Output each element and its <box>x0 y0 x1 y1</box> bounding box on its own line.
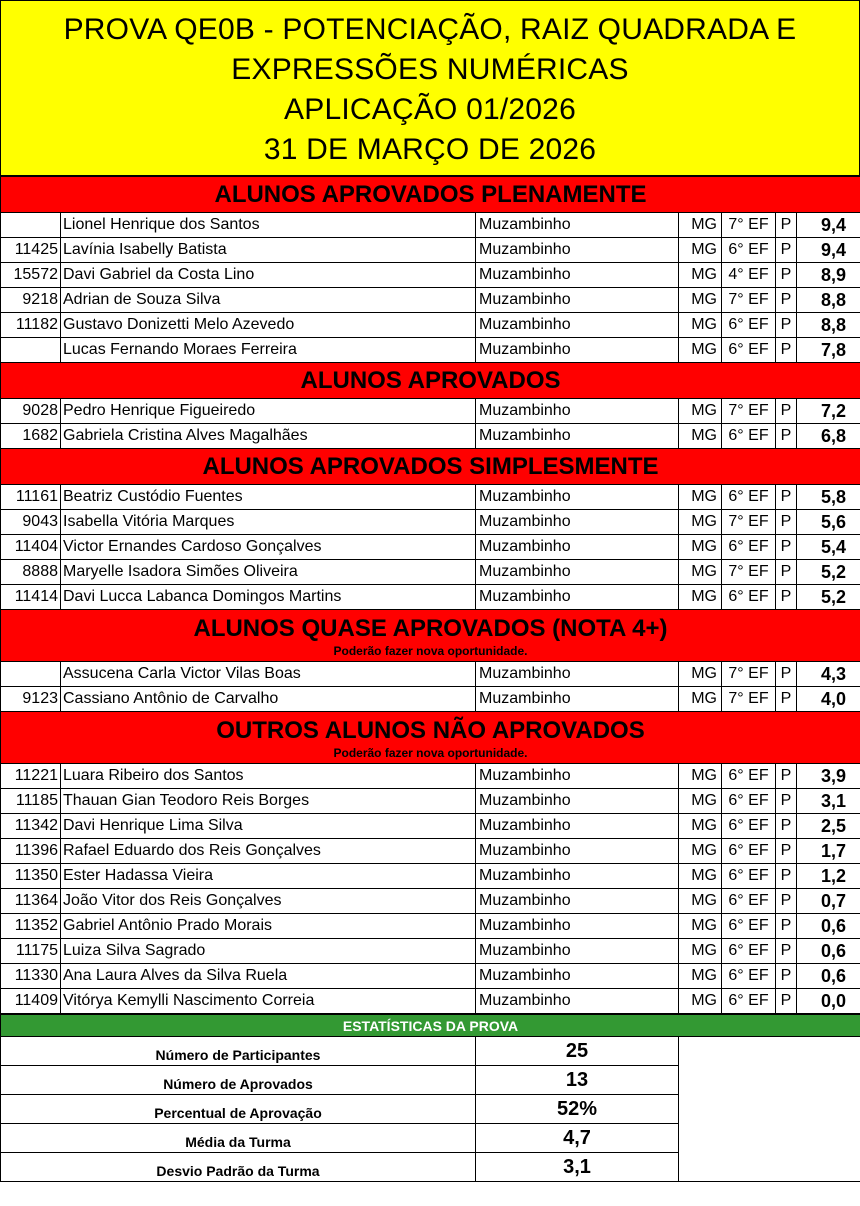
grade-level-cell: 6° EF <box>722 864 776 889</box>
student-id-cell: 11175 <box>1 939 61 964</box>
student-name-cell: Lavínia Isabelly Batista <box>61 238 476 263</box>
student-name-cell: Cassiano Antônio de Carvalho <box>61 687 476 712</box>
state-cell: MG <box>679 864 722 889</box>
grade-level-cell: 6° EF <box>722 238 776 263</box>
stat-label: Percentual de Aprovação <box>1 1095 476 1124</box>
score-cell: 3,1 <box>797 789 860 814</box>
stats-empty-cell <box>679 1037 860 1182</box>
student-name-cell: Davi Henrique Lima Silva <box>61 814 476 839</box>
city-cell: Muzambinho <box>476 399 679 424</box>
student-name-cell: Lucas Fernando Moraes Ferreira <box>61 338 476 363</box>
table-row <box>1 839 860 864</box>
score-cell: 4,3 <box>797 662 860 687</box>
state-cell: MG <box>679 914 722 939</box>
student-name-cell: Gabriela Cristina Alves Magalhães <box>61 424 476 449</box>
score-cell: 5,4 <box>797 535 860 560</box>
section-title: OUTROS ALUNOS NÃO APROVADOS <box>216 716 645 744</box>
student-name-cell: Adrian de Souza Silva <box>61 288 476 313</box>
city-cell: Muzambinho <box>476 424 679 449</box>
city-cell: Muzambinho <box>476 939 679 964</box>
student-id-cell: 11221 <box>1 764 61 789</box>
city-cell: Muzambinho <box>476 839 679 864</box>
student-id-cell: 11342 <box>1 814 61 839</box>
mode-cell: P <box>776 864 797 889</box>
city-cell: Muzambinho <box>476 510 679 535</box>
section-title: ALUNOS APROVADOS <box>300 366 561 394</box>
section-header <box>1 363 860 399</box>
state-cell: MG <box>679 485 722 510</box>
mode-cell: P <box>776 839 797 864</box>
exam-date: 31 DE MARÇO DE 2026 <box>263 133 597 166</box>
results-table <box>0 176 860 1014</box>
section-title: ALUNOS APROVADOS SIMPLESMENTE <box>202 452 659 480</box>
state-cell: MG <box>679 313 722 338</box>
student-id-cell <box>1 213 61 238</box>
student-id-cell: 11404 <box>1 535 61 560</box>
table-row <box>1 238 860 263</box>
city-cell: Muzambinho <box>476 989 679 1014</box>
score-cell: 9,4 <box>797 238 860 263</box>
mode-cell: P <box>776 585 797 610</box>
student-id-cell: 11409 <box>1 989 61 1014</box>
stat-label: Número de Aprovados <box>1 1066 476 1095</box>
mode-cell: P <box>776 889 797 914</box>
grade-level-cell: 6° EF <box>722 964 776 989</box>
mode-cell: P <box>776 814 797 839</box>
stat-value: 4,7 <box>476 1124 679 1153</box>
grade-level-cell: 6° EF <box>722 485 776 510</box>
state-cell: MG <box>679 662 722 687</box>
city-cell: Muzambinho <box>476 263 679 288</box>
score-cell: 5,8 <box>797 485 860 510</box>
city-cell: Muzambinho <box>476 238 679 263</box>
state-cell: MG <box>679 510 722 535</box>
table-row <box>1 662 860 687</box>
score-cell: 1,2 <box>797 864 860 889</box>
grade-level-cell: 6° EF <box>722 839 776 864</box>
table-row <box>1 789 860 814</box>
city-cell: Muzambinho <box>476 560 679 585</box>
student-id-cell: 11182 <box>1 313 61 338</box>
city-cell: Muzambinho <box>476 889 679 914</box>
grade-level-cell: 6° EF <box>722 764 776 789</box>
city-cell: Muzambinho <box>476 585 679 610</box>
table-row <box>1 338 860 363</box>
stats-table <box>0 1014 860 1182</box>
student-name-cell: Victor Ernandes Cardoso Gonçalves <box>61 535 476 560</box>
table-row <box>1 288 860 313</box>
table-row <box>1 535 860 560</box>
mode-cell: P <box>776 789 797 814</box>
city-cell: Muzambinho <box>476 662 679 687</box>
student-id-cell: 11425 <box>1 238 61 263</box>
student-name-cell: Beatriz Custódio Fuentes <box>61 485 476 510</box>
student-id-cell: 11414 <box>1 585 61 610</box>
state-cell: MG <box>679 964 722 989</box>
city-cell: Muzambinho <box>476 789 679 814</box>
score-cell: 2,5 <box>797 814 860 839</box>
score-cell: 6,8 <box>797 424 860 449</box>
grade-level-cell: 7° EF <box>722 213 776 238</box>
score-cell: 5,2 <box>797 585 860 610</box>
stats-header: ESTATÍSTICAS DA PROVA <box>1 1015 860 1037</box>
state-cell: MG <box>679 424 722 449</box>
score-cell: 8,8 <box>797 288 860 313</box>
state-cell: MG <box>679 560 722 585</box>
student-id-cell: 9218 <box>1 288 61 313</box>
student-id-cell <box>1 338 61 363</box>
student-id-cell: 9028 <box>1 399 61 424</box>
section-header <box>1 449 860 485</box>
grade-level-cell: 7° EF <box>722 288 776 313</box>
student-id-cell: 8888 <box>1 560 61 585</box>
mode-cell: P <box>776 535 797 560</box>
state-cell: MG <box>679 889 722 914</box>
student-name-cell: Rafael Eduardo dos Reis Gonçalves <box>61 839 476 864</box>
table-row <box>1 814 860 839</box>
student-id-cell: 1682 <box>1 424 61 449</box>
stat-value: 25 <box>476 1037 679 1066</box>
grade-level-cell: 7° EF <box>722 560 776 585</box>
stat-value: 3,1 <box>476 1153 679 1182</box>
city-cell: Muzambinho <box>476 814 679 839</box>
student-id-cell: 15572 <box>1 263 61 288</box>
table-row <box>1 889 860 914</box>
student-id-cell: 9043 <box>1 510 61 535</box>
table-row <box>1 687 860 712</box>
student-id-cell: 9123 <box>1 687 61 712</box>
state-cell: MG <box>679 764 722 789</box>
table-row <box>1 585 860 610</box>
mode-cell: P <box>776 399 797 424</box>
score-cell: 0,6 <box>797 939 860 964</box>
grade-level-cell: 7° EF <box>722 687 776 712</box>
score-cell: 7,8 <box>797 338 860 363</box>
student-id-cell: 11161 <box>1 485 61 510</box>
mode-cell: P <box>776 939 797 964</box>
student-name-cell: Thauan Gian Teodoro Reis Borges <box>61 789 476 814</box>
score-cell: 9,4 <box>797 213 860 238</box>
student-name-cell: Luiza Silva Sagrado <box>61 939 476 964</box>
state-cell: MG <box>679 839 722 864</box>
city-cell: Muzambinho <box>476 914 679 939</box>
student-id-cell: 11330 <box>1 964 61 989</box>
section-header <box>1 712 860 764</box>
section-header <box>1 177 860 213</box>
city-cell: Muzambinho <box>476 485 679 510</box>
mode-cell: P <box>776 288 797 313</box>
city-cell: Muzambinho <box>476 864 679 889</box>
state-cell: MG <box>679 238 722 263</box>
grade-level-cell: 6° EF <box>722 424 776 449</box>
score-cell: 8,8 <box>797 313 860 338</box>
city-cell: Muzambinho <box>476 764 679 789</box>
exam-title-block <box>0 0 860 176</box>
score-cell: 0,7 <box>797 889 860 914</box>
score-cell: 5,2 <box>797 560 860 585</box>
mode-cell: P <box>776 989 797 1014</box>
mode-cell: P <box>776 687 797 712</box>
student-id-cell: 11350 <box>1 864 61 889</box>
mode-cell: P <box>776 263 797 288</box>
student-name-cell: Gustavo Donizetti Melo Azevedo <box>61 313 476 338</box>
city-cell: Muzambinho <box>476 213 679 238</box>
grade-level-cell: 7° EF <box>722 510 776 535</box>
student-name-cell: Gabriel Antônio Prado Morais <box>61 914 476 939</box>
student-name-cell: Isabella Vitória Marques <box>61 510 476 535</box>
mode-cell: P <box>776 313 797 338</box>
table-row <box>1 764 860 789</box>
grade-level-cell: 7° EF <box>722 399 776 424</box>
stat-label: Desvio Padrão da Turma <box>1 1153 476 1182</box>
state-cell: MG <box>679 263 722 288</box>
table-row <box>1 213 860 238</box>
student-name-cell: Maryelle Isadora Simões Oliveira <box>61 560 476 585</box>
student-name-cell: Ana Laura Alves da Silva Ruela <box>61 964 476 989</box>
state-cell: MG <box>679 989 722 1014</box>
table-row <box>1 263 860 288</box>
stat-label: Média da Turma <box>1 1124 476 1153</box>
table-row <box>1 939 860 964</box>
student-name-cell: Davi Gabriel da Costa Lino <box>61 263 476 288</box>
state-cell: MG <box>679 687 722 712</box>
student-name-cell: Lionel Henrique dos Santos <box>61 213 476 238</box>
score-cell: 4,0 <box>797 687 860 712</box>
grade-level-cell: 6° EF <box>722 789 776 814</box>
student-id-cell: 11352 <box>1 914 61 939</box>
exam-title-line-1: PROVA QE0B - POTENCIAÇÃO, RAIZ QUADRADA E <box>63 13 797 46</box>
student-name-cell: João Vitor dos Reis Gonçalves <box>61 889 476 914</box>
grade-level-cell: 6° EF <box>722 585 776 610</box>
table-row <box>1 424 860 449</box>
grade-level-cell: 6° EF <box>722 313 776 338</box>
grade-level-cell: 6° EF <box>722 535 776 560</box>
stat-value: 52% <box>476 1095 679 1124</box>
mode-cell: P <box>776 510 797 535</box>
table-row <box>1 485 860 510</box>
city-cell: Muzambinho <box>476 288 679 313</box>
mode-cell: P <box>776 238 797 263</box>
grade-level-cell: 7° EF <box>722 662 776 687</box>
section-note: Poderão fazer nova oportunidade. <box>333 643 528 658</box>
state-cell: MG <box>679 288 722 313</box>
table-row <box>1 964 860 989</box>
score-cell: 5,6 <box>797 510 860 535</box>
state-cell: MG <box>679 585 722 610</box>
student-name-cell: Assucena Carla Victor Vilas Boas <box>61 662 476 687</box>
section-header <box>1 610 860 662</box>
table-row <box>1 399 860 424</box>
state-cell: MG <box>679 213 722 238</box>
mode-cell: P <box>776 338 797 363</box>
grade-level-cell: 6° EF <box>722 939 776 964</box>
mode-cell: P <box>776 424 797 449</box>
city-cell: Muzambinho <box>476 964 679 989</box>
mode-cell: P <box>776 560 797 585</box>
state-cell: MG <box>679 814 722 839</box>
city-cell: Muzambinho <box>476 535 679 560</box>
grade-level-cell: 6° EF <box>722 814 776 839</box>
city-cell: Muzambinho <box>476 313 679 338</box>
state-cell: MG <box>679 535 722 560</box>
grade-level-cell: 6° EF <box>722 989 776 1014</box>
grade-level-cell: 4° EF <box>722 263 776 288</box>
student-id-cell: 11396 <box>1 839 61 864</box>
mode-cell: P <box>776 662 797 687</box>
exam-title-line-2: EXPRESSÕES NUMÉRICAS <box>231 53 629 86</box>
mode-cell: P <box>776 213 797 238</box>
state-cell: MG <box>679 399 722 424</box>
section-title: ALUNOS QUASE APROVADOS (NOTA 4+) <box>193 614 668 642</box>
table-row <box>1 510 860 535</box>
state-cell: MG <box>679 338 722 363</box>
city-cell: Muzambinho <box>476 687 679 712</box>
stat-value: 13 <box>476 1066 679 1095</box>
student-name-cell: Ester Hadassa Vieira <box>61 864 476 889</box>
table-row <box>1 864 860 889</box>
table-row <box>1 914 860 939</box>
score-cell: 0,6 <box>797 914 860 939</box>
section-note: Poderão fazer nova oportunidade. <box>333 745 528 760</box>
score-cell: 1,7 <box>797 839 860 864</box>
city-cell: Muzambinho <box>476 338 679 363</box>
score-cell: 0,0 <box>797 989 860 1014</box>
table-row <box>1 313 860 338</box>
table-row <box>1 989 860 1014</box>
mode-cell: P <box>776 485 797 510</box>
grade-level-cell: 6° EF <box>722 889 776 914</box>
grade-level-cell: 6° EF <box>722 914 776 939</box>
mode-cell: P <box>776 964 797 989</box>
grade-level-cell: 6° EF <box>722 338 776 363</box>
score-cell: 8,9 <box>797 263 860 288</box>
section-title: ALUNOS APROVADOS PLENAMENTE <box>214 180 647 208</box>
score-cell: 7,2 <box>797 399 860 424</box>
student-id-cell: 11185 <box>1 789 61 814</box>
state-cell: MG <box>679 789 722 814</box>
student-id-cell: 11364 <box>1 889 61 914</box>
student-name-cell: Vitórya Kemylli Nascimento Correia <box>61 989 476 1014</box>
score-cell: 0,6 <box>797 964 860 989</box>
student-id-cell <box>1 662 61 687</box>
table-row <box>1 560 860 585</box>
stat-label: Número de Participantes <box>1 1037 476 1066</box>
student-name-cell: Pedro Henrique Figueiredo <box>61 399 476 424</box>
exam-application: APLICAÇÃO 01/2026 <box>284 93 576 126</box>
score-cell: 3,9 <box>797 764 860 789</box>
student-name-cell: Davi Lucca Labanca Domingos Martins <box>61 585 476 610</box>
mode-cell: P <box>776 764 797 789</box>
stats-row <box>1 1037 860 1066</box>
mode-cell: P <box>776 914 797 939</box>
state-cell: MG <box>679 939 722 964</box>
student-name-cell: Luara Ribeiro dos Santos <box>61 764 476 789</box>
